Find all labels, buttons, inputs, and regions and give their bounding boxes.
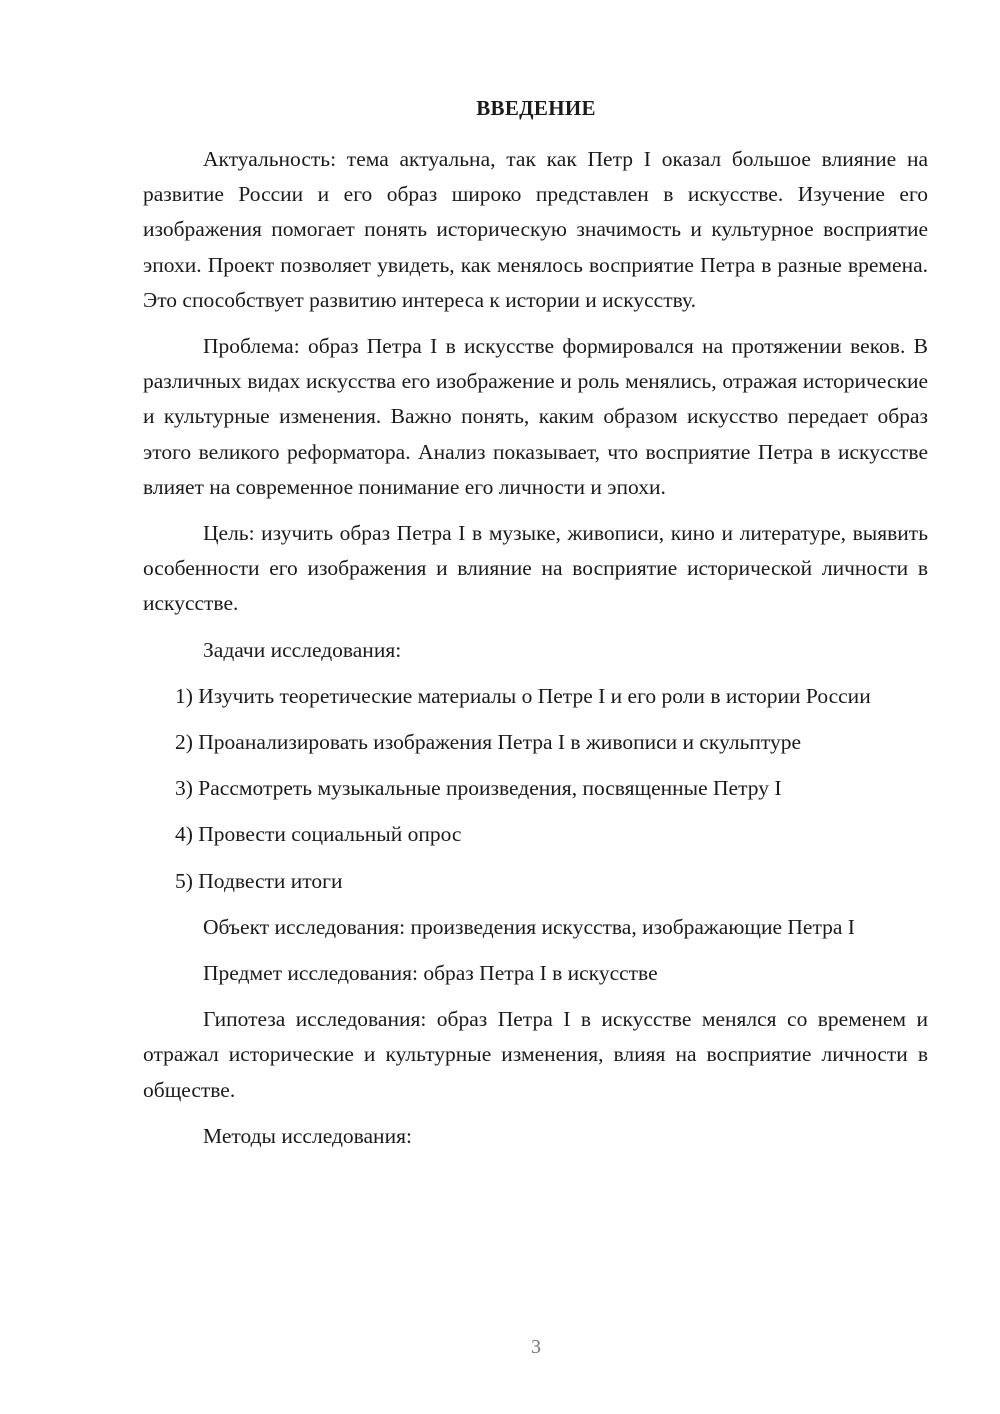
task-item: 1) Изучить теоретические материалы о Петре I и его роли в истории России [175,683,871,708]
hypothesis-paragraph: Гипотеза исследования: образ Петра I в искусстве менялся со временем и отражал исторические и культурные изменения, влияя на восприятие личности в обществе. [143,1007,928,1102]
goal-paragraph: Цель: изучить образ Петра I в музыке, живописи, кино и литературе, выявить особенности его изображения и влияние на восприятие исторической личности в искусстве. [143,521,928,616]
task-item: 3) Рассмотреть музыкальные произведения, посвященные Петру I [175,776,782,801]
task-item: 5) Подвести итоги [175,868,343,893]
task-item: 4) Провести социальный опрос [175,822,462,847]
object-paragraph: Объект исследования: произведения искусства, изображающие Петра I [203,914,855,939]
tasks-title: Задачи исследования: [203,637,402,662]
section-heading: ВВЕДЕНИЕ [476,96,596,120]
relevance-paragraph: Актуальность: тема актуальна, так как Петр I оказал большое влияние на развитие России и его образ широко представлен в искусстве. Изучение его изображения помогает понять историческую значимость и культурное восприятие эпохи. Проект позволяет увидеть, как менялось восприятие Петра в разные времена. Это способствует развитию интереса к истории и искусству. [143,147,928,312]
methods-paragraph: Методы исследования: [203,1123,412,1148]
subject-paragraph: Предмет исследования: образ Петра I в искусстве [203,961,658,986]
problem-paragraph: Проблема: образ Петра I в искусстве формировался на протяжении веков. В различных видах искусства его изображение и роль менялись, отражая исторические и культурные изменения. Важно понять, каким образом искусство передает образ этого великого реформатора. Анализ показывает, что восприятие Петра в искусстве влияет на современное понимание его личности и эпохи. [143,334,928,499]
document-body [143,142,928,1165]
page-number: 3 [531,1336,541,1358]
task-item: 2) Проанализировать изображения Петра I в живописи и скульптуре [175,730,802,755]
